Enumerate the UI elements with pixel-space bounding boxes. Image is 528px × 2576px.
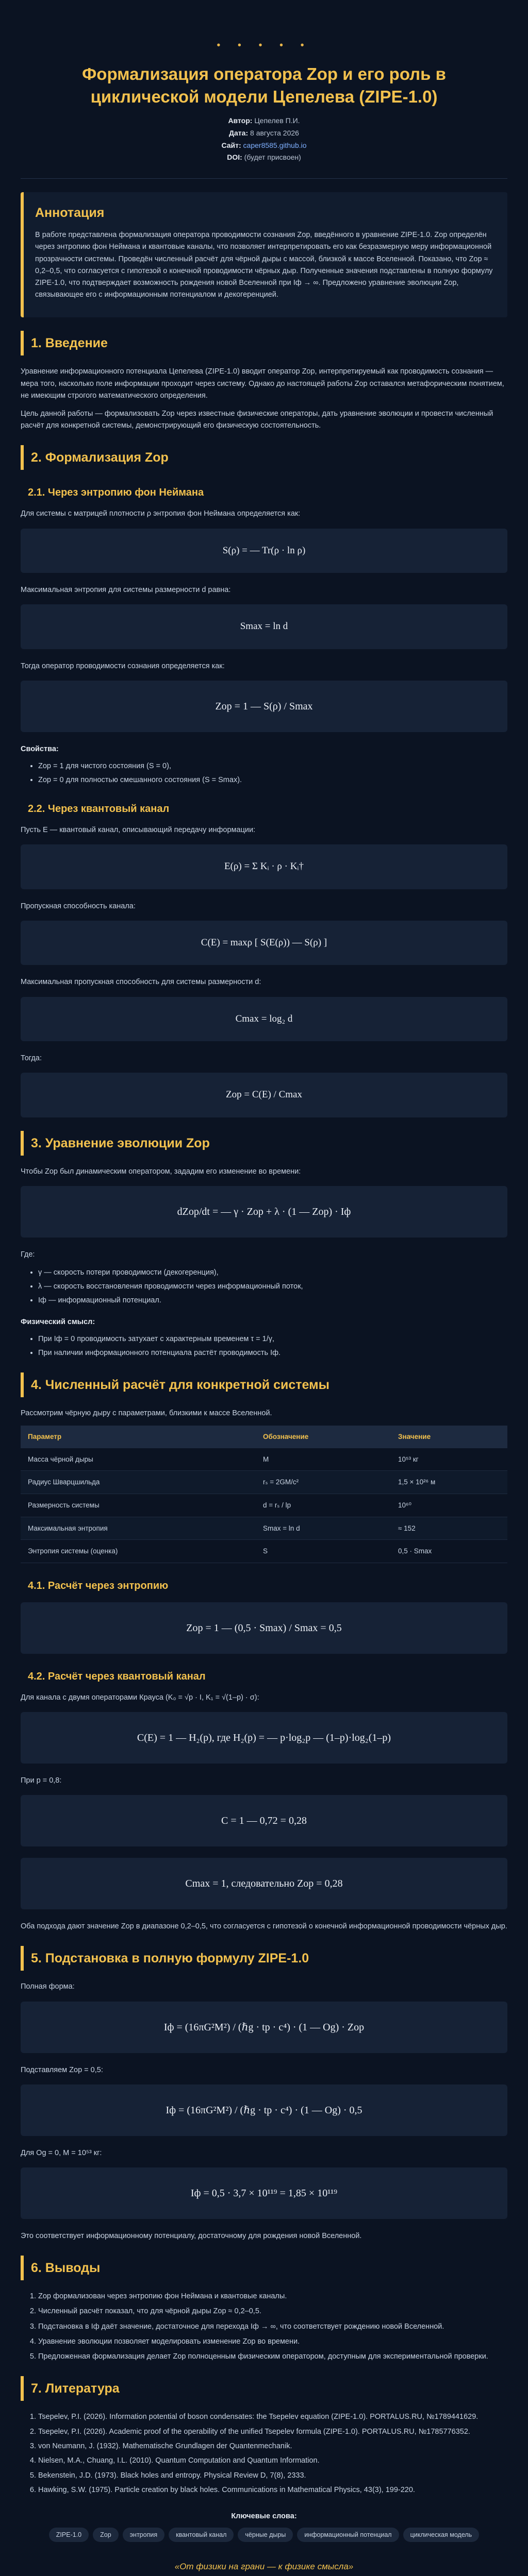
- conclusions-list: [38, 2291, 507, 2363]
- column-header: Параметр: [21, 1426, 256, 1448]
- keyword-tag: информационный потенциал: [297, 2528, 399, 2542]
- formula: C = 1 — 0,72 = 0,28: [21, 1795, 507, 1846]
- column-header: Обозначение: [256, 1426, 391, 1448]
- formula: Cmax = 1, следовательно Zop = 0,28: [21, 1858, 507, 1909]
- keyword-tag: ZIPE-1.0: [49, 2528, 89, 2542]
- author-line: Автор: Цепелев П.И.: [228, 116, 300, 125]
- section-heading: 2. Формализация Zop: [21, 445, 507, 470]
- table-cell: Радиус Шварцшильда: [21, 1471, 256, 1494]
- list-item: • При наличии информационного потенциала растёт проводимость Iф.: [38, 1347, 507, 1359]
- keyword-tag: циклическая модель: [403, 2528, 480, 2542]
- section-numeric: [21, 1372, 507, 1933]
- section-substitution: [21, 1946, 507, 2242]
- table-cell: 10⁶⁰: [391, 1494, 507, 1517]
- formula: Iф = 0,5 · 3,7 × 10¹¹⁹ = 1,85 × 10¹¹⁹: [21, 2167, 507, 2219]
- table-row: [21, 1494, 507, 1517]
- keyword-tag: чёрные дыры: [238, 2528, 293, 2542]
- paragraph: Цель данной работы — формализовать Zop через известные физические операторы, дать уравнение эволюции и провести численный расчёт для конкретной системы, демонстрирующий его физическую состоятельность.: [21, 409, 493, 430]
- table-row: [21, 1448, 507, 1471]
- list-item: • Iф — информационный потенциал.: [38, 1295, 507, 1307]
- doi-value: (будет присвоен): [244, 153, 301, 162]
- paragraph: Это соответствует информационному потенциалу, достаточному для рождения новой Вселенной.: [21, 2231, 362, 2240]
- keyword-tag: энтропия: [123, 2528, 164, 2542]
- paragraph: Максимальная энтропия для системы размерности d равна:: [21, 585, 231, 594]
- list-item: 5. Предложенная формализация делает Zop полноценным физическим оператором, доступным для экспериментальной проверки.: [38, 2351, 507, 2363]
- section-heading: 1. Введение: [21, 331, 507, 355]
- keyword-tag: Zop: [93, 2528, 119, 2542]
- list-item: 2. Численный расчёт показал, что для чёрной дыры Zop ≈ 0,2–0,5.: [38, 2306, 507, 2317]
- table-cell: M: [256, 1448, 391, 1471]
- reference-item: 5. Bekenstein, J.D. (1973). Black holes and entropy. Physical Review D, 7(8), 2333.: [38, 2470, 507, 2481]
- paragraph: Для системы с матрицей плотности ρ энтропия фон Неймана определяется как:: [21, 510, 301, 518]
- section-literature: [21, 2376, 507, 2496]
- date-line: Дата: 8 августа 2026: [229, 128, 299, 137]
- paragraph: Рассмотрим чёрную дыру с параметрами, близкими к массе Вселенной.: [21, 1409, 272, 1418]
- paragraph: При p = 0,8:: [21, 1776, 62, 1785]
- reference-item: 1. Tsepelev, P.I. (2026). Information potential of boson condensates: the Tsepelev equation (ZIPE-1.0). PORTALUS.RU, №1789441629.: [38, 2411, 507, 2422]
- abstract-text: В работе представлена формализация оператора проводимости сознания Zop, введённого в уравнение ZIPE-1.0. Zop определён через энтропию фон Неймана и квантовые каналы, что позволяет интерпретировать его как безразмерную меру информационной прозрачности системы. Проведён численный расчёт для чёрной дыры с массой, близкой к массе Вселенной. Показано, что Zop ≈ 0,2–0,5, что согласуется с гипотезой о конечной проводимости чёрных дыр. Полученные значения подставлены в полную формулу ZIPE-1.0, что подтверждает возможность рождения новой Вселенной при Iф → ∞. Предложено уравнение эволюции Zop, связывающее его с информационным потенциалом и декогеренцией.: [35, 231, 493, 299]
- table-cell: 0,5 · Smax: [391, 1540, 507, 1563]
- table-cell: d = rₛ / lp: [256, 1494, 391, 1517]
- motto: «От физики на грани — к физике смысла»: [174, 2562, 354, 2572]
- list-item: • Zop = 1 для чистого состояния (S = 0),: [38, 760, 507, 772]
- table-cell: Масса чёрной дыры: [21, 1448, 256, 1471]
- subsection-heading: 4.1. Расчёт через энтропию: [28, 1580, 169, 1591]
- list-item: • Zop = 0 для полностью смешанного состояния (S = Smax).: [38, 774, 507, 786]
- formula: dZop/dt = — γ · Zop + λ · (1 — Zop) · Iф: [21, 1186, 507, 1238]
- table-cell: 10⁵³ кг: [391, 1448, 507, 1471]
- table-cell: rₛ = 2GM/c²: [256, 1471, 391, 1494]
- section-introduction: [21, 331, 507, 432]
- keyword-tags: [37, 2528, 491, 2542]
- publish-date: 8 августа 2026: [250, 128, 299, 137]
- formula: C(Ε) = maxρ [ S(Ε(ρ)) — S(ρ) ]: [21, 921, 507, 965]
- where-label: Где:: [21, 1250, 35, 1259]
- paragraph: Чтобы Zop был динамическим оператором, зададим его изменение во времени:: [21, 1167, 301, 1176]
- paragraph: Подставляем Zop = 0,5:: [21, 2065, 103, 2074]
- formula: Ε(ρ) = Σ Kᵢ · ρ · Kᵢ†: [21, 844, 507, 889]
- section-heading: 7. Литература: [21, 2376, 507, 2401]
- formula: Smax = ln d: [21, 604, 507, 649]
- paragraph: Максимальная пропускная способность для системы размерности d:: [21, 978, 261, 987]
- abstract-box: [21, 192, 507, 317]
- paragraph: Оба подхода дают значение Zop в диапазоне 0,2–0,5, что согласуется с гипотезой о конечной информационной проводимости чёрных дыр.: [21, 1922, 507, 1931]
- paragraph: Полная форма:: [21, 1982, 75, 1991]
- paragraph: Пропускная способность канала:: [21, 902, 136, 910]
- formula: C(Ε) = 1 — H₂(p), где H₂(p) = — p·log₂p — (1–p)·log₂(1–p): [21, 1712, 507, 1764]
- paragraph: Для Og = 0, M = 10⁵³ кг:: [21, 2148, 102, 2157]
- subsection-heading: 4.2. Расчёт через квантовый канал: [28, 1670, 206, 1682]
- keywords-block: [21, 2511, 507, 2542]
- reference-item: 3. von Neumann, J. (1932). Mathematische Grundlagen der Quantenmechanik.: [38, 2441, 507, 2452]
- section-heading: 5. Подстановка в полную формулу ZIPE-1.0: [21, 1946, 507, 1971]
- author-name: Цепелев П.И.: [254, 116, 300, 125]
- table-cell: Размерность системы: [21, 1494, 256, 1517]
- properties-list: [38, 760, 507, 786]
- paper-title: Формализация оператора Zop и его роль в циклической модели Цепелева (ZIPE-1.0): [82, 64, 446, 106]
- doi-line: DOI: (будет присвоен): [227, 153, 301, 162]
- subsection-heading: 2.1. Через энтропию фон Неймана: [28, 487, 204, 499]
- formula: Iф = (16πG²M²) / (ℏg · tp · c⁴) · (1 — Og) · Zop: [21, 2002, 507, 2053]
- subsection-heading: 2.2. Через квантовый канал: [28, 803, 170, 815]
- table-cell: Максимальная энтропия: [21, 1517, 256, 1540]
- keywords-heading: Ключевые слова:: [231, 2512, 297, 2520]
- section-evolution: [21, 1131, 507, 1360]
- section-conclusions: [21, 2256, 507, 2363]
- formula: Zop = C(Ε) / Cmax: [21, 1073, 507, 1117]
- paragraph: Тогда:: [21, 1054, 42, 1062]
- table-row: [21, 1471, 507, 1494]
- list-item: 1. Zop формализован через энтропию фон Неймана и квантовые каналы.: [38, 2291, 507, 2302]
- references-list: [38, 2411, 507, 2496]
- table-row: [21, 1540, 507, 1563]
- column-header: Значение: [391, 1426, 507, 1448]
- site-line: Сайт: caper8585.github.io: [221, 141, 307, 149]
- divider: [21, 178, 507, 179]
- list-item: • γ — скорость потери проводимости (декогеренция),: [38, 1267, 507, 1279]
- list-item: • λ — скорость восстановления проводимости через информационный поток,: [38, 1281, 507, 1293]
- section-heading: 6. Выводы: [21, 2256, 507, 2280]
- site-link[interactable]: caper8585.github.io: [243, 141, 307, 149]
- table-cell: ≈ 152: [391, 1517, 507, 1540]
- list-item: • При Iф = 0 проводимость затухает с характерным временем τ = 1/γ,: [38, 1333, 507, 1345]
- formula: Cmax = log₂ d: [21, 997, 507, 1041]
- paragraph: Тогда оператор проводимости сознания определяется как:: [21, 662, 225, 670]
- list-item: 3. Подстановка в Iф даёт значение, достаточное для перехода Iф → ∞, что соответствует рождению новой Вселенной.: [38, 2321, 507, 2333]
- reference-item: 2. Tsepelev, P.I. (2026). Academic proof of the operability of the unified Tsepelev formula (ZIPE-1.0). PORTALUS.RU, №1785776352.: [38, 2426, 507, 2437]
- paragraph: Для канала с двумя операторами Крауса (K₀ = √p · I, K₁ = √(1–p) · σ):: [21, 1693, 259, 1702]
- physical-meaning-label: Физический смысл:: [21, 1317, 95, 1326]
- section-heading: 3. Уравнение эволюции Zop: [21, 1131, 507, 1156]
- section-formalization: [21, 445, 507, 1117]
- where-list: [38, 1267, 507, 1307]
- paragraph: Уравнение информационного потенциала Цепелева (ZIPE-1.0) вводит оператор Zop, интерпретируемый как проводимость сознания — мера того, насколько поле информации проходит через систему. Однако до настоящей работы Zop оставался метафорическим понятием, не имеющим строгого математического определения.: [21, 367, 504, 400]
- keyword-tag: квантовый канал: [169, 2528, 234, 2542]
- formula: Zop = 1 — S(ρ) / Smax: [21, 681, 507, 732]
- reference-item: 6. Hawking, S.W. (1975). Particle creation by black holes. Communications in Mathematical Physics, 43(3), 199-220.: [38, 2484, 507, 2496]
- table-cell: 1,5 × 10²⁶ м: [391, 1471, 507, 1494]
- list-item: 4. Уравнение эволюции позволяет моделировать изменение Zop во времени.: [38, 2336, 507, 2348]
- table-cell: Smax = ln d: [256, 1517, 391, 1540]
- formula: Zop = 1 — (0,5 · Smax) / Smax = 0,5: [21, 1602, 507, 1654]
- paper-meta: [21, 115, 507, 164]
- decorative-dots: • • • • •: [217, 40, 311, 51]
- table-cell: S: [256, 1540, 391, 1563]
- table-header-row: [21, 1426, 507, 1448]
- section-heading: 4. Численный расчёт для конкретной системы: [21, 1372, 507, 1397]
- table-row: [21, 1517, 507, 1540]
- paragraph: Пусть Ε — квантовый канал, описывающий передачу информации:: [21, 826, 256, 835]
- reference-item: 4. Nielsen, M.A., Chuang, I.L. (2010). Quantum Computation and Quantum Information.: [38, 2455, 507, 2466]
- parameters-table: [21, 1426, 507, 1563]
- formula: S(ρ) = — Tr(ρ · ln ρ): [21, 529, 507, 573]
- abstract-heading: Аннотация: [35, 206, 105, 221]
- physical-meaning-list: [38, 1333, 507, 1359]
- formula: Iф = (16πG²M²) / (ℏg · tp · c⁴) · (1 — Og) · 0,5: [21, 2084, 507, 2136]
- properties-label: Свойства:: [21, 744, 59, 753]
- table-cell: Энтропия системы (оценка): [21, 1540, 256, 1563]
